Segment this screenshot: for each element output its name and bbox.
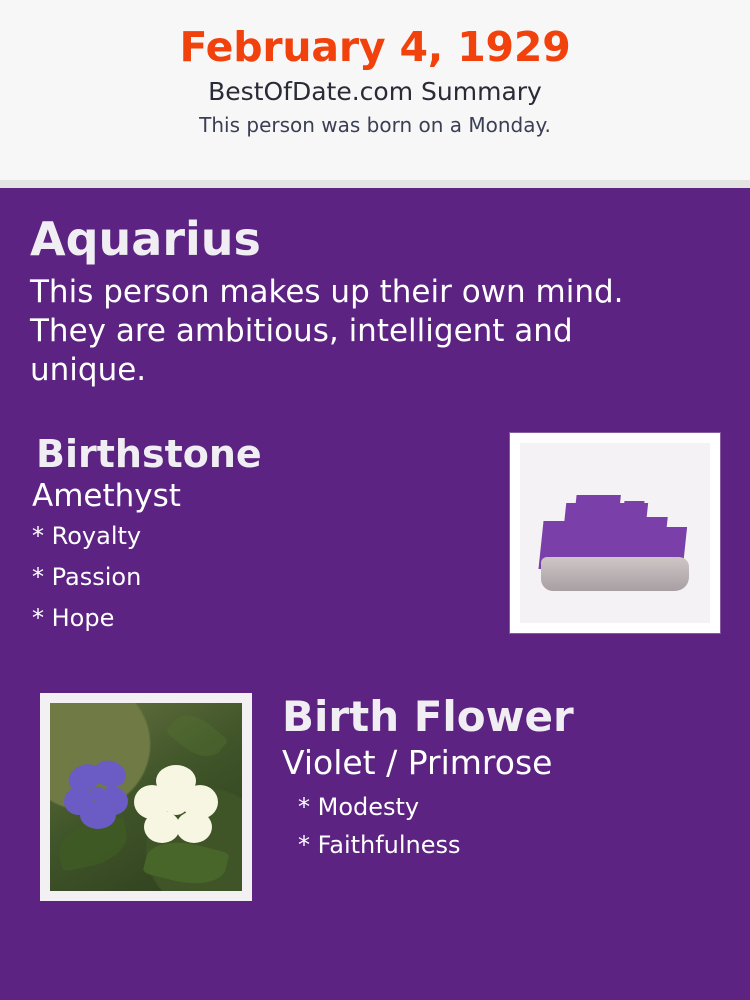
birthstone-image-frame bbox=[510, 433, 720, 633]
site-summary-label: BestOfDate.com Summary bbox=[208, 77, 542, 107]
flower-icon bbox=[50, 703, 242, 891]
birthstone-text bbox=[30, 433, 480, 630]
zodiac-description: This person makes up their own mind. They are ambitious, intelligent and unique. bbox=[30, 273, 624, 389]
list-item: * Faithfulness bbox=[298, 830, 461, 859]
header-divider bbox=[0, 180, 750, 188]
list-item: * Modesty bbox=[298, 792, 420, 821]
birth-flower-text bbox=[282, 693, 720, 857]
list-item: * Passion bbox=[32, 562, 142, 591]
violet-flower-icon bbox=[64, 761, 136, 831]
birth-day-note: This person was born on a Monday. bbox=[199, 113, 551, 138]
list-item: * Hope bbox=[32, 603, 115, 632]
birth-flower-title: Birth Flower bbox=[282, 691, 574, 741]
birth-flower-name: Violet / Primrose bbox=[282, 742, 553, 782]
birth-flower-section bbox=[30, 693, 720, 908]
birthstone-section bbox=[30, 433, 720, 663]
birthstone-name: Amethyst bbox=[32, 478, 181, 515]
list-item: * Royalty bbox=[32, 521, 142, 550]
birth-flower-image-frame bbox=[40, 693, 252, 901]
zodiac-title: Aquarius bbox=[30, 212, 261, 266]
birthstone-title: Birthstone bbox=[36, 431, 262, 476]
header bbox=[0, 0, 750, 180]
page-title: February 4, 1929 bbox=[179, 23, 571, 71]
primrose-flower-icon bbox=[134, 765, 220, 849]
birthstone-trait-list bbox=[30, 521, 480, 632]
birth-flower-trait-list bbox=[282, 792, 720, 859]
amethyst-crystals bbox=[535, 481, 695, 569]
amethyst-base bbox=[541, 557, 689, 591]
amethyst-art bbox=[535, 481, 695, 591]
amethyst-icon bbox=[520, 443, 710, 623]
body bbox=[0, 188, 750, 1000]
